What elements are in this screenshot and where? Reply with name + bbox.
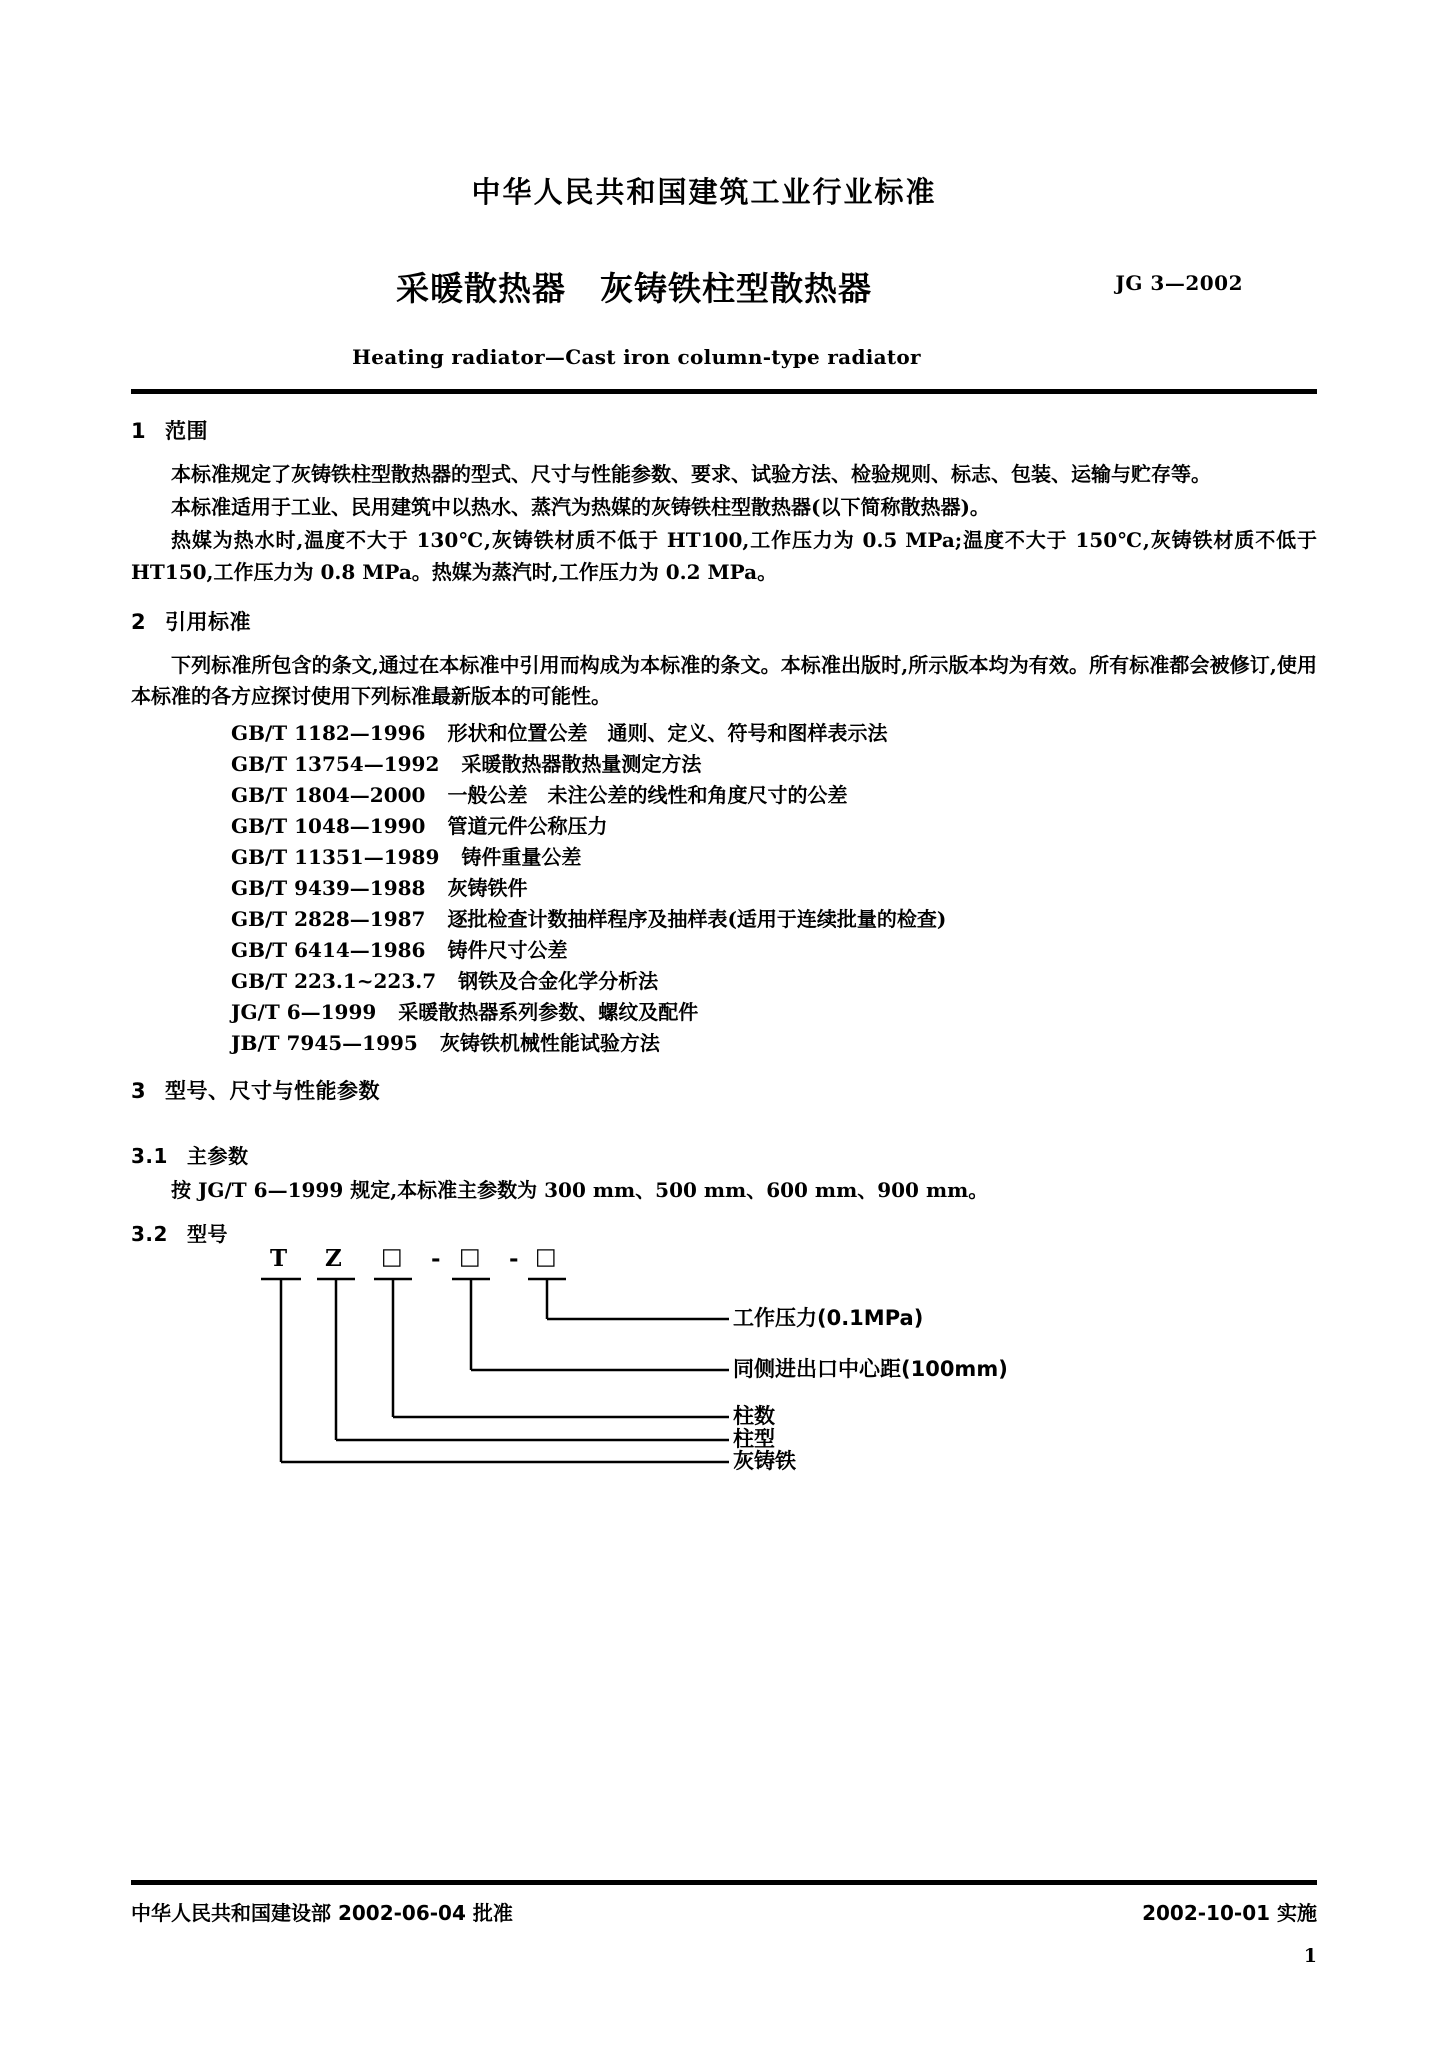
reference-code: JG/T 6—1999 — [231, 1000, 377, 1025]
reference-name: 形状和位置公差 通则、定义、符号和图样表示法 — [447, 721, 888, 746]
spacer — [131, 1119, 1317, 1128]
reference-code: GB/T 1182—1996 — [231, 721, 426, 746]
footer-effective-text: 2002-10-01 实施 — [1142, 1901, 1317, 1925]
designation-char-T: T — [270, 1245, 288, 1273]
footer-approval-text: 中华人民共和国建设部 2002-06-04 批准 — [131, 1901, 513, 1925]
reference-name: 采暖散热器散热量测定方法 — [461, 752, 702, 777]
reference-name: 一般公差 未注公差的线性和角度尺寸的公差 — [447, 783, 848, 808]
designation-label-working-pressure: 工作压力(0.1MPa) — [733, 1306, 924, 1331]
reference-name: 铸件重量公差 — [461, 845, 582, 870]
list-item — [131, 966, 1317, 997]
section-1-paragraph-3: 热媒为热水时,温度不大于 130℃,灰铸铁材质不低于 HT100,工作压力为 0.5 MPa;温度不大于 150℃,灰铸铁材质不低于 HT150,工作压力为 0.8 MPa。热媒为蒸汽时,工作压力为 0.2 MPa。 — [131, 528, 1317, 584]
designation-label-center-distance: 同侧进出口中心距(100mm) — [733, 1357, 1008, 1382]
reference-name: 铸件尺寸公差 — [447, 938, 568, 963]
reference-code: GB/T 11351—1989 — [231, 845, 440, 870]
section-3-number: 3 — [131, 1079, 147, 1104]
designation-box-3: □ — [535, 1243, 557, 1271]
document-header — [0, 170, 1448, 369]
section-2-title: 引用标准 — [165, 609, 251, 634]
section-1-paragraph-1: 本标准规定了灰铸铁柱型散热器的型式、尺寸与性能参数、要求、试验方法、检验规则、标志、包装、运输与贮存等。 — [171, 462, 1211, 486]
title-row — [0, 263, 1448, 311]
reference-name: 钢铁及合金化学分析法 — [458, 969, 659, 994]
reference-name: 灰铸铁机械性能试验方法 — [439, 1031, 660, 1056]
section-3-2-heading — [131, 1218, 1317, 1247]
document-footer — [131, 1897, 1317, 1926]
reference-name: 采暖散热器系列参数、螺纹及配件 — [398, 1000, 699, 1025]
list-item — [131, 873, 1317, 904]
section-1-number: 1 — [131, 419, 147, 443]
section-3-title: 型号、尺寸与性能参数 — [165, 1079, 380, 1104]
english-title: Heating radiator—Cast iron column-type radiator — [352, 345, 921, 369]
section-3-1-title: 主参数 — [187, 1144, 249, 1169]
designation-box-2: □ — [459, 1243, 481, 1271]
list-item — [131, 904, 1317, 935]
list-item — [131, 1028, 1317, 1059]
reference-code: JB/T 7945—1995 — [231, 1031, 418, 1056]
model-designation-diagram — [131, 1243, 1317, 1477]
reference-code: GB/T 13754—1992 — [231, 752, 440, 777]
reference-code: GB/T 9439—1988 — [231, 876, 426, 901]
list-item — [131, 749, 1317, 780]
section-1-paragraph-2: 本标准适用于工业、民用建筑中以热水、蒸汽为热媒的灰铸铁柱型散热器(以下简称散热器)。 — [171, 495, 990, 520]
list-item — [131, 811, 1317, 842]
section-2-number: 2 — [131, 609, 147, 634]
designation-label-column-count: 柱数 — [733, 1404, 775, 1429]
document-body — [131, 415, 1317, 1477]
section-3-1-paragraph-1: 按 JG/T 6—1999 规定,本标准主参数为 300 mm、500 mm、600 mm、900 mm。 — [171, 1178, 989, 1203]
title-part-one: 采暖散热器 — [396, 269, 566, 308]
list-item — [131, 935, 1317, 966]
list-item — [131, 780, 1317, 811]
footer-divider-rule — [131, 1880, 1317, 1885]
reference-name: 逐批检查计数抽样程序及抽样表(适用于连续批量的检查) — [447, 907, 947, 932]
section-2-heading — [131, 606, 1317, 636]
designation-label-column-type: 柱型 — [733, 1427, 775, 1452]
section-2-paragraph-1: 下列标准所包含的条文,通过在本标准中引用而构成为本标准的条文。本标准出版时,所示版本均为有效。所有标准都会被修订,使用本标准的各方应探讨使用下列标准最新版本的可能性。 — [131, 652, 1317, 708]
section-3-heading — [131, 1075, 1317, 1105]
section-1-heading — [131, 415, 1317, 445]
list-item — [131, 842, 1317, 873]
section-3-1-number: 3.1 — [131, 1144, 168, 1169]
reference-code: GB/T 2828—1987 — [231, 907, 426, 932]
designation-char-Z: Z — [325, 1245, 342, 1273]
reference-code: GB/T 1048—1990 — [231, 814, 426, 839]
referenced-standards-list — [131, 718, 1317, 1059]
reference-code: GB/T 6414—1986 — [231, 938, 426, 963]
section-3-2-title: 型号 — [187, 1222, 228, 1247]
list-item — [131, 997, 1317, 1028]
reference-name: 灰铸铁件 — [447, 876, 528, 901]
list-item — [131, 718, 1317, 749]
standard-series-title: 中华人民共和国建筑工业行业标准 — [471, 175, 937, 209]
section-1-title: 范围 — [165, 419, 208, 443]
designation-hyphen-1: - — [431, 1245, 441, 1273]
section-3-2-number: 3.2 — [131, 1222, 168, 1247]
designation-leader-lines — [131, 1257, 1317, 1477]
page-number: 1 — [1303, 1945, 1317, 1967]
designation-box-1: □ — [381, 1243, 403, 1271]
designation-label-cast-iron: 灰铸铁 — [733, 1449, 796, 1474]
reference-name: 管道元件公称压力 — [447, 814, 608, 839]
standard-number: JG 3—2002 — [1115, 271, 1243, 295]
section-3-1-heading — [131, 1140, 1317, 1169]
spacer — [131, 590, 1317, 606]
designation-hyphen-2: - — [509, 1245, 519, 1273]
title-part-two: 灰铸铁柱型散热器 — [600, 269, 872, 308]
reference-code: GB/T 1804—2000 — [231, 783, 426, 808]
reference-code: GB/T 223.1~223.7 — [231, 969, 437, 994]
header-divider-rule — [131, 389, 1317, 394]
spacer — [131, 1059, 1317, 1075]
